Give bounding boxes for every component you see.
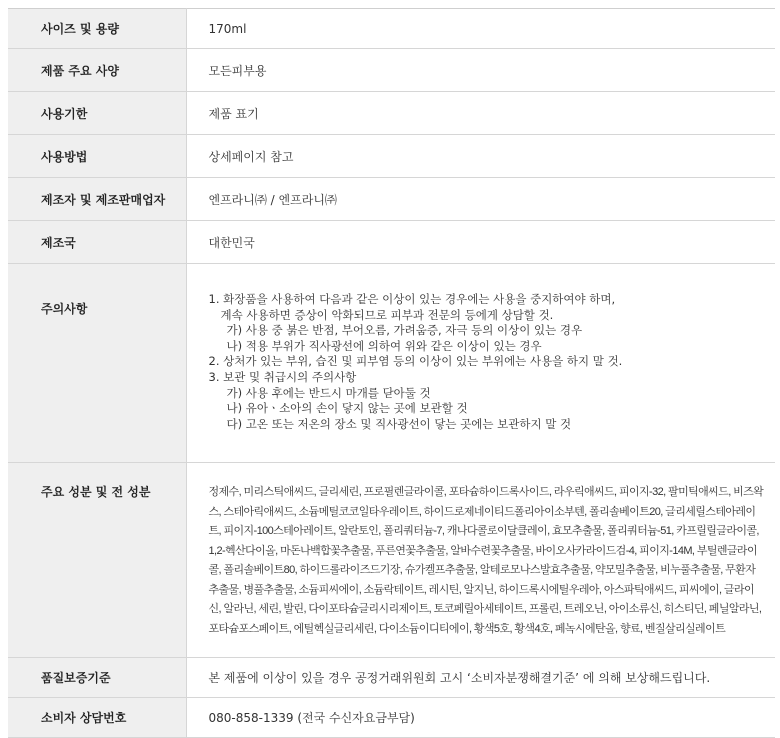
row-usage bbox=[8, 135, 775, 178]
country-label: 제조국 bbox=[8, 221, 186, 264]
expiry-label: 사용기한 bbox=[8, 92, 186, 135]
caution-line-1: 1. 화장품을 사용하여 다음과 같은 이상이 있는 경우에는 사용을 중지하여야 하며, bbox=[208, 292, 616, 306]
row-ingredients bbox=[8, 463, 775, 658]
size-label: 사이즈 및 용량 bbox=[8, 9, 186, 49]
caution-line-3a: 가) 사용 후에는 반드시 마개를 닫아둘 것 bbox=[226, 385, 431, 400]
caution-line-3c: 다) 고온 또는 저온의 장소 및 직사광선이 닿는 곳에는 보관하지 말 것 bbox=[226, 416, 572, 431]
ingredients-label: 주요 성분 및 전 성분 bbox=[8, 463, 186, 658]
row-expiry bbox=[8, 92, 775, 135]
spec-label: 제품 주요 사양 bbox=[8, 49, 186, 92]
caution-line-3b: 나) 유아ㆍ소아의 손이 닿지 않는 곳에 보관할 것 bbox=[226, 401, 468, 416]
caution-line-3: 3. 보관 및 취급시의 주의사항 bbox=[208, 369, 357, 384]
ingredients-text: 정제수, 미리스틱애씨드, 글리세린, 프로필렌글라이콜, 포타슘하이드록사이드, 라우릭애씨드, 피이지-32, 팔미틱애씨드, 비즈왁스, 스테아릭애씨드, 소듐메틸코코일타우레이트, 하이드로제네이티드폴리아이소부텐, 폴리솔베이트20, 글리세릴스테아레이트, 피이지-100스테아레이트, 알란토인, 폴리쿼터늄-7, 캐나다콜로이달클레이, 효모추출물, 폴리쿼터늄-51, 카프릴릴글라이콜, 1,2-헥산다이올, 마돈나백합꽃추출물, 푸른연꽃추출물, 알바수련꽃추출물, 바이오사카라이드검-4, 피이지-14M, 부틸렌글라이콜, 폴리솔베이트80, 하이드롤라이즈드기장, 슈가켈프추출물, 알테로모나스발효추출물, 약모밀추출물, 비누풀추출물, 무환자추출물, 병풀추출물, 소듐피씨에이, 소듐락테이트, 레시틴, 알지닌, 하이드록시에틸우레아, 아스파틱애씨드, 피씨에이, 글라이신, 알라닌, 세린, 발린, 다이포타슘글리시리제이트, 토코페릴아세테이트, 프롤린, 트레오닌, 아이소류신, 히스티딘, 페닐알라닌, 포타슘포스페이트, 에틸헥실글리세린, 다이소듐이디티에이, 황색5호, 황색4호, 페녹시에탄올, 향료, 벤질살리실레이트 bbox=[186, 463, 775, 658]
caution-line-1b: 나) 적용 부위가 직사광선에 의하여 위와 같은 이상이 있는 경우 bbox=[226, 338, 542, 353]
usage-value: 상세페이지 참고 bbox=[186, 135, 775, 178]
row-quality bbox=[8, 658, 775, 698]
row-size bbox=[8, 9, 775, 49]
quality-label: 품질보증기준 bbox=[8, 658, 186, 698]
size-value: 170ml bbox=[186, 9, 775, 49]
contact-label: 소비자 상담번호 bbox=[8, 698, 186, 738]
caution-line-1-cont: 계속 사용하면 증상이 악화되므로 피부과 전문의 등에게 상담할 것. bbox=[220, 307, 554, 322]
expiry-value: 제품 표기 bbox=[186, 92, 775, 135]
manufacturer-value: 엔프라니㈜ / 엔프라니㈜ bbox=[186, 178, 775, 221]
caution-label: 주의사항 bbox=[8, 264, 186, 463]
spec-value: 모든피부용 bbox=[186, 49, 775, 92]
row-spec bbox=[8, 49, 775, 92]
country-value: 대한민국 bbox=[186, 221, 775, 264]
manufacturer-label: 제조자 및 제조판매업자 bbox=[8, 178, 186, 221]
product-info-sheet bbox=[8, 8, 775, 738]
quality-value: 본 제품에 이상이 있을 경우 공정거래위원회 고시 ‘소비자분쟁해결기준’ 에 의해 보상해드립니다. bbox=[186, 658, 775, 698]
caution-line-2: 2. 상처가 있는 부위, 습진 및 피부염 등의 이상이 있는 부위에는 사용을 하지 말 것. bbox=[208, 354, 623, 369]
caution-list bbox=[186, 264, 775, 463]
product-info-table bbox=[8, 8, 775, 738]
usage-label: 사용방법 bbox=[8, 135, 186, 178]
row-country bbox=[8, 221, 775, 264]
row-caution bbox=[8, 264, 775, 463]
row-manufacturer bbox=[8, 178, 775, 221]
row-contact bbox=[8, 698, 775, 738]
caution-line-1a: 가) 사용 중 붉은 반점, 부어오름, 가려움증, 자극 등의 이상이 있는 경우 bbox=[226, 323, 583, 338]
contact-value: 080-858-1339 (전국 수신자요금부담) bbox=[186, 698, 775, 738]
